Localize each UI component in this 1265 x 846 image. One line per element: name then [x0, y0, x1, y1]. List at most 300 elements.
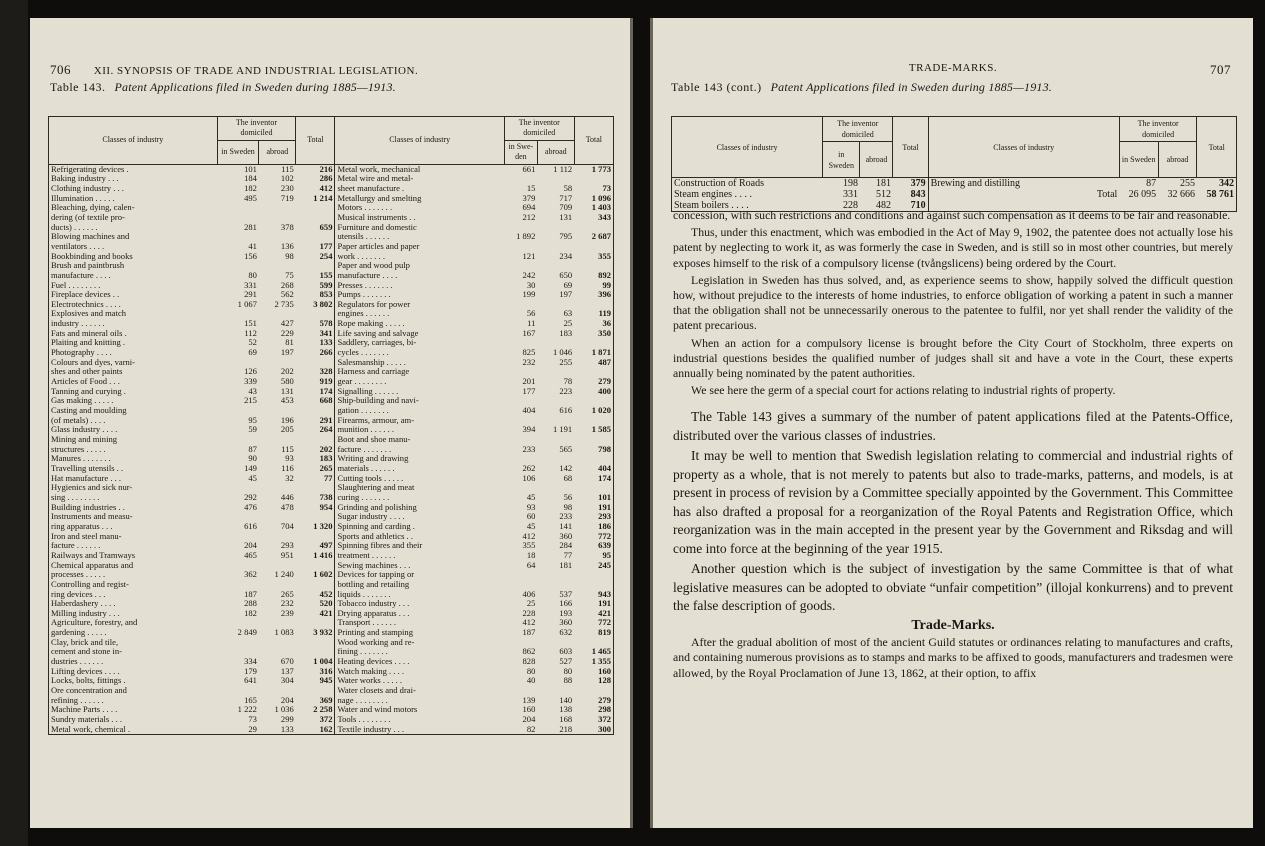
cell-sw: 45: [526, 520, 536, 531]
paragraph: When an action for a compulsory license is brought before the City Court of Stockholm, three experts on industrial questions besides the qualified number of judges shall sit and have a vote in the Court, these experts annually being nominated by the patent authorities.: [673, 335, 1233, 381]
header-in-sweden: in Sweden: [217, 140, 259, 164]
cell-name: Metal work, mechanical: [335, 164, 504, 174]
cell-sw: 394: [522, 424, 536, 435]
cell-tot: 372: [296, 715, 335, 725]
cell-ab: 68: [563, 472, 573, 483]
cell-tot: 843: [893, 189, 928, 200]
cell-ab: 204: [280, 694, 294, 705]
cell-name: Steam boilers . . . .: [674, 200, 749, 211]
cell-ab: 255: [1179, 178, 1195, 189]
cell-name: refining . . . . . .: [51, 694, 104, 705]
cell-sw: 825: [522, 347, 536, 358]
cell-ab: 81: [285, 337, 294, 348]
cell-name: Grinding and polishing: [335, 503, 504, 513]
cell-name: ring devices . . .: [51, 588, 106, 599]
cell-sw: 2 849: [237, 627, 257, 638]
cell-ab: 1 240: [274, 569, 294, 580]
cell-name: Ore concentration and: [51, 685, 127, 696]
cell-ab: 717: [559, 192, 573, 203]
cell-sw: 199: [522, 289, 536, 300]
cell-ab: 565: [559, 443, 573, 454]
cell-sw: 1 892: [516, 231, 536, 242]
table-row: [49, 252, 614, 262]
cell-ab: 193: [559, 607, 573, 618]
cell-ab: 378: [280, 221, 294, 232]
cell-name: engines . . . . . .: [335, 309, 504, 319]
cell-tot: 266: [296, 348, 335, 358]
cell-ab: 446: [280, 491, 294, 502]
cell-sw: 18: [526, 549, 536, 560]
cell-sw: 90: [248, 453, 257, 464]
cell-name: gation . . . . . . .: [335, 406, 504, 416]
cell-ab: 2 735: [274, 298, 294, 309]
cell-ab: 299: [280, 714, 294, 725]
cell-sw: 160: [522, 704, 536, 715]
cell-name: Fuel . . . . . . . .: [51, 279, 101, 290]
cell-name: facture . . . . . . .: [335, 445, 504, 455]
cell-ab: 709: [559, 202, 573, 213]
cell-name: (of metals) . . . .: [51, 414, 106, 425]
cell-name: Tanning and curying .: [51, 385, 126, 396]
cell-ab: 218: [559, 723, 573, 734]
cell-tot: 1 320: [296, 522, 335, 532]
cell-ab: 166: [559, 598, 573, 609]
cell-sw: 233: [522, 443, 536, 454]
cell-sw: 112: [244, 327, 257, 338]
cell-tot: 452: [296, 590, 335, 600]
cell-tot: 772: [574, 618, 613, 628]
cell-tot: 400: [574, 387, 613, 397]
cell-ab: 537: [559, 588, 573, 599]
cell-sw: 242: [522, 269, 536, 280]
cell-tot: 1 214: [296, 194, 335, 204]
cell-name: Presses . . . . . . .: [335, 281, 504, 291]
cell-name: manufacture . . . .: [51, 269, 111, 280]
cell-ab: 80: [563, 665, 573, 676]
page-number: 706: [50, 62, 71, 77]
cell-name: Writing and drawing: [335, 454, 504, 464]
page-number-right: 707: [1210, 62, 1231, 77]
cell-sw: 187: [522, 627, 536, 638]
cell-name: Tobacco industry . . .: [335, 599, 504, 609]
header-classes: Classes of industry: [49, 117, 218, 165]
cell-tot: 119: [574, 309, 613, 319]
cell-name: Motors . . . . . . .: [335, 203, 504, 213]
cell-tot: [574, 570, 613, 580]
paragraph: We see here the germ of a special court for actions relating to industrial rights of property.: [691, 383, 1116, 398]
cell-name: work . . . . . . .: [335, 252, 504, 262]
cell-name: Sports and athletics . .: [335, 532, 504, 542]
cell-tot: 300: [574, 725, 613, 735]
cell-tot: [296, 638, 335, 648]
cell-sw: 232: [522, 356, 536, 367]
cell-name: ventilators . . . .: [51, 240, 105, 251]
header-classes-2: Classes of industry: [335, 117, 504, 165]
cell-tot: 404: [574, 464, 613, 474]
cell-ab: 304: [280, 675, 294, 686]
cell-ab: 951: [280, 549, 294, 560]
cell-name: Textile industry . . .: [335, 725, 504, 735]
cell-sw: 406: [522, 588, 536, 599]
cell-name: cement and stone in-: [51, 646, 122, 657]
cell-sw: [217, 203, 259, 213]
cell-tot: 341: [296, 329, 335, 339]
cell-name: Slaughtering and meat: [335, 483, 504, 493]
cell-sw: 204: [244, 540, 257, 551]
cell-sw: 204: [522, 714, 536, 725]
cell-tot: 328: [296, 367, 335, 377]
cell-sw: 215: [244, 395, 257, 406]
book-spine: [0, 0, 28, 846]
cell-tot: 245: [574, 561, 613, 571]
cell-tot: 279: [574, 696, 613, 706]
cell-name: Total: [928, 189, 1119, 200]
cell-tot: 350: [574, 329, 613, 339]
cell-name: manufacture . . . .: [335, 271, 504, 281]
cell-name: utensils . . . . . .: [335, 232, 504, 242]
cell-name: gardening . . . . .: [51, 627, 107, 638]
cell-ab: 650: [559, 269, 573, 280]
cell-sw: 45: [248, 472, 257, 483]
cell-tot: 343: [574, 213, 613, 223]
r-header-domiciled-2: The inventor domiciled: [1119, 117, 1197, 142]
cell-name: Hygienics and sick nur-: [51, 482, 133, 493]
cell-tot: 101: [574, 493, 613, 503]
cell-sw: 93: [526, 501, 536, 512]
cell-tot: 578: [296, 319, 335, 329]
cell-tot: 202: [296, 445, 335, 455]
cell-name: liquids . . . . . . .: [335, 590, 504, 600]
cell-name: Water works . . . . .: [335, 676, 504, 686]
cell-sw: 149: [244, 462, 257, 473]
paragraph: Thus, under this enactment, which was embodied in the Act of May 9, 1902, the patentee does not actually lose his patent by neglecting to work it, as was formerly the case in Sweden, and is still so in most other countries, but merely exposes himself to the risk of a compulsory license (tvångslicens) being ordered by the Court.: [673, 225, 1233, 270]
table-label-right: Table 143 (cont.): [671, 80, 762, 94]
running-head-right: [653, 62, 1253, 74]
cell-ab: 234: [559, 250, 573, 261]
cell-ab: 32 666: [1167, 189, 1195, 200]
cell-sw: 288: [244, 598, 257, 609]
cell-sw: 167: [522, 327, 536, 338]
cell-name: Signalling . . . . . .: [335, 387, 504, 397]
cell-tot: 191: [574, 503, 613, 513]
cell-name: fining . . . . . . .: [335, 647, 504, 657]
cell-sw: 15: [526, 182, 536, 193]
cell-tot: 853: [296, 290, 335, 300]
cell-ab: 427: [280, 318, 294, 329]
cell-sw: 495: [244, 192, 257, 203]
cell-name: ring apparatus . . .: [51, 520, 113, 531]
cell-name: Glass industry . . . .: [51, 424, 118, 435]
cell-name: industry . . . . . .: [51, 318, 105, 329]
cell-sw: 641: [244, 675, 257, 686]
cell-ab: 795: [559, 231, 573, 242]
body-text-right: [673, 208, 1233, 683]
cell-ab: 265: [280, 588, 294, 599]
cell-tot: 291: [296, 416, 335, 426]
r-header-total-2: Total: [1197, 117, 1237, 178]
cell-tot: 128: [574, 676, 613, 686]
table-row: [49, 676, 614, 686]
cell-sw: 151: [244, 318, 257, 329]
cell-tot: 819: [574, 628, 613, 638]
left-page: [30, 18, 633, 828]
cell-name: Transport . . . . . .: [335, 618, 504, 628]
cell-tot: 372: [574, 715, 613, 725]
cell-ab: 704: [280, 520, 294, 531]
cell-tot: 133: [296, 338, 335, 348]
cell-tot: 191: [574, 599, 613, 609]
cell-tot: 160: [574, 667, 613, 677]
r-header-abroad-2: abroad: [1158, 142, 1197, 178]
cell-sw: 862: [522, 646, 536, 657]
cell-sw: 694: [522, 202, 536, 213]
cell-name: Instruments and measu-: [51, 511, 133, 522]
cell-ab: 616: [559, 405, 573, 416]
cell-sw: 101: [244, 163, 257, 174]
r-header-total: Total: [893, 117, 928, 178]
cell-name: Brush and paintbrush: [51, 260, 125, 271]
cell-ab: 181: [559, 559, 573, 570]
cell-sw: 331: [244, 279, 257, 290]
cell-tot: [296, 203, 335, 213]
cell-name: Clay, brick and tile,: [51, 636, 119, 647]
header-domiciled: The inventor domiciled: [217, 117, 296, 141]
cell-tot: 798: [574, 445, 613, 455]
cell-name: Clothing industry . . .: [51, 182, 124, 193]
cell-ab: [259, 638, 296, 648]
cell-sw: 379: [522, 192, 536, 203]
cell-tot: 668: [296, 396, 335, 406]
cell-ab: 229: [280, 327, 294, 338]
cell-tot: 2 687: [574, 232, 613, 242]
cell-ab: 512: [875, 189, 891, 200]
cell-name: processes . . . . .: [51, 569, 106, 580]
cell-ab: 482: [875, 200, 891, 211]
cell-tot: 520: [296, 599, 335, 609]
cell-name: Salesmanship . . . . .: [335, 358, 504, 368]
cell-ab: 141: [559, 520, 573, 531]
cell-sw: 281: [244, 221, 257, 232]
cell-name: Sundry materials . . .: [51, 714, 122, 725]
table-label: Table 143.: [50, 80, 106, 94]
table-caption-right: [671, 80, 1052, 95]
cell-sw: 465: [244, 549, 257, 560]
cell-name: Watch making . . . .: [335, 667, 504, 677]
patent-table-left: [48, 116, 614, 735]
cell-name: Explosives and match: [51, 308, 127, 319]
final-paragraph: After the gradual abolition of most of the ancient Guild statutes or ordinances relating to manufactures and crafts, and containing numerous provisions as to stamps and marks to be affixed to goods, manufacturers and tradesmen were allowed, by the Royal Proclamation of June 13, 1862, at their option, to affix: [673, 635, 1233, 680]
cell-tot: 1 465: [574, 647, 613, 657]
section-heading: Trade-Marks.: [911, 617, 995, 633]
running-head-text: XII. SYNOPSIS OF TRADE AND INDUSTRIAL LEGISLATION.: [93, 65, 419, 77]
paragraph: The Table 143 gives a summary of the number of patent applications filed at the Patents-Office, distributed over the various classes of industries.: [673, 409, 1233, 443]
cell-sw: 165: [244, 694, 257, 705]
cell-ab: 632: [559, 627, 573, 638]
cell-name: Gas making . . . . .: [51, 395, 114, 406]
cell-ab: 284: [559, 540, 573, 551]
cell-name: Manures . . . . . . .: [51, 453, 111, 464]
cell-name: Chemical apparatus and: [51, 559, 134, 570]
table-row: [49, 628, 614, 638]
cell-tot: 286: [296, 174, 335, 184]
cell-ab: 183: [559, 327, 573, 338]
cell-tot: 710: [893, 200, 928, 212]
cell-tot: 599: [296, 281, 335, 291]
cell-tot: 738: [296, 493, 335, 503]
cell-sw: 198: [842, 178, 858, 189]
table-title: Patent Applications filed in Sweden during 1885—1913.: [114, 80, 396, 94]
cell-ab: 197: [280, 347, 294, 358]
cell-sw: 661: [522, 163, 536, 174]
cell-tot: 1 585: [574, 425, 613, 435]
cell-sw: 476: [244, 501, 257, 512]
table-row: [672, 178, 1237, 190]
cell-tot: 216: [296, 164, 335, 174]
cell-name: gear . . . . . . . .: [335, 377, 504, 387]
header-in-sweden-2: in Swe-den: [504, 140, 537, 164]
cell-tot: 1 355: [574, 657, 613, 667]
cell-name: Baking industry . . .: [51, 173, 119, 184]
cell-name: Rope making . . . . .: [335, 319, 504, 329]
cell-sw: 126: [244, 366, 257, 377]
cell-sw: 179: [244, 665, 257, 676]
table-caption: [50, 80, 396, 95]
header-domiciled-2: The inventor domiciled: [504, 117, 574, 141]
table-row: [49, 474, 614, 484]
cell-ab: 223: [559, 385, 573, 396]
cell-tot: 1 096: [574, 194, 613, 204]
cell-name: Colours and dyes, varni-: [51, 356, 136, 367]
cell-tot: 58 761: [1197, 189, 1237, 200]
cell-ab: 239: [280, 607, 294, 618]
cell-ab: 1 036: [274, 704, 294, 715]
table-row: [49, 425, 614, 435]
cell-tot: 1 004: [296, 657, 335, 667]
cell-tot: 155: [296, 271, 335, 281]
cell-sw: 80: [526, 665, 536, 676]
cell-name: Iron and steel manu-: [51, 530, 122, 541]
cell-ab: 670: [280, 656, 294, 667]
cell-tot: 421: [574, 609, 613, 619]
cell-sw: 182: [244, 182, 257, 193]
cell-ab: 232: [280, 598, 294, 609]
paragraph: Another question which is the subject of investigation by the same Committee is that of what legislative measures can be adopted to obviate “unfair competition” (illojal konkurrens) and to prevent the false description of goods.: [673, 561, 1233, 614]
r-header-classes-2: Classes of industry: [928, 117, 1119, 178]
cell-ab: 115: [281, 163, 294, 174]
cell-name: munition . . . . . .: [335, 425, 504, 435]
cell-sw: 412: [522, 530, 536, 541]
table-title-right: Patent Applications filed in Sweden during 1885—1913.: [770, 80, 1053, 94]
cell-sw: 64: [526, 559, 536, 570]
cell-sw: 828: [522, 656, 536, 667]
cell-sw: 1 222: [237, 704, 257, 715]
cell-ab: 580: [280, 376, 294, 387]
cell-sw: 339: [244, 376, 257, 387]
header-total: Total: [296, 117, 335, 165]
cell-sw: 262: [522, 462, 536, 473]
patent-table-right: [671, 116, 1237, 212]
cell-name: Milling industry . . .: [51, 607, 120, 618]
cell-ab: 32: [285, 472, 294, 483]
cell-sw: 201: [522, 376, 536, 387]
cell-name: Sugar industry . . . .: [335, 512, 504, 522]
cell-name: Hat manufacture . . .: [51, 472, 122, 483]
cell-tot: 1 773: [574, 164, 613, 174]
cell-ab: 1 112: [553, 163, 573, 174]
running-head-text-right: TRADE-MARKS.: [908, 62, 998, 74]
r-header-in-sweden-2: in Sweden: [1119, 142, 1158, 178]
cell-ab: 115: [281, 443, 294, 454]
cell-name: Drying apparatus . . .: [335, 609, 504, 619]
cell-name: Construction of Roads: [674, 178, 764, 189]
cell-ab: 75: [285, 269, 294, 280]
cell-tot: 943: [574, 590, 613, 600]
cell-tot: 177: [296, 242, 335, 252]
cell-name: ducts) . . . . . .: [51, 221, 98, 232]
cell-tot: 77: [296, 474, 335, 484]
cell-tot: 2 258: [296, 705, 335, 715]
cell-name: Harness and carriage: [335, 367, 504, 377]
cell-ab: 197: [559, 289, 573, 300]
cell-tot: 95: [574, 551, 613, 561]
cell-name: Steam engines . . . .: [674, 189, 753, 200]
cell-name: Lifting devices . . . .: [51, 665, 120, 676]
cell-sw: 80: [248, 269, 257, 280]
cell-ab: 202: [280, 366, 294, 377]
cell-sw: 30: [526, 279, 536, 290]
cell-ab: 131: [280, 385, 294, 396]
cell-sw: 331: [842, 189, 858, 200]
cell-ab: 131: [559, 211, 573, 222]
cell-ab: 140: [559, 694, 573, 705]
cell-name: Spinning and carding .: [335, 522, 504, 532]
cell-name: Fats and mineral oils .: [51, 327, 127, 338]
cell-name: Printing and stamping: [335, 628, 504, 638]
cell-ab: [259, 203, 296, 213]
cell-tot: 497: [296, 541, 335, 551]
cell-tot: 396: [574, 290, 613, 300]
cell-sw: 60: [526, 511, 536, 522]
cell-tot: 174: [574, 474, 613, 484]
cell-tot: 945: [296, 676, 335, 686]
cell-name: Bookbinding and books: [51, 250, 133, 261]
cell-name: Regulators for power: [335, 300, 504, 310]
cell-name: Life saving and salvage: [335, 329, 504, 339]
cell-ab: 255: [559, 356, 573, 367]
cell-name: Railways and Tramways: [51, 549, 136, 560]
cell-sw: 106: [522, 472, 536, 483]
cell-tot: 487: [574, 358, 613, 368]
cell-sw: 73: [248, 714, 257, 725]
cell-name: materials . . . . . .: [335, 464, 504, 474]
cell-name: Sewing machines . . .: [335, 561, 504, 571]
cell-name: curing . . . . . . .: [335, 493, 504, 503]
cell-name: Musical instruments . .: [335, 213, 504, 223]
cell-ab: 196: [280, 414, 294, 425]
cell-sw: 212: [522, 211, 536, 222]
cell-name: dustries . . . . . .: [51, 656, 104, 667]
cell-name: Paper articles and paper: [335, 242, 504, 252]
cell-ab: 137: [280, 665, 294, 676]
cell-ab: 562: [280, 289, 294, 300]
cell-ab: 58: [563, 182, 573, 193]
cell-tot: 639: [574, 541, 613, 551]
cell-ab: 181: [875, 178, 891, 189]
cell-name: Travelling utensils . .: [51, 462, 124, 473]
table-row: [49, 725, 614, 735]
cell-name: Electrotechnics . . . .: [51, 298, 121, 309]
cell-tot: 3 932: [296, 628, 335, 638]
